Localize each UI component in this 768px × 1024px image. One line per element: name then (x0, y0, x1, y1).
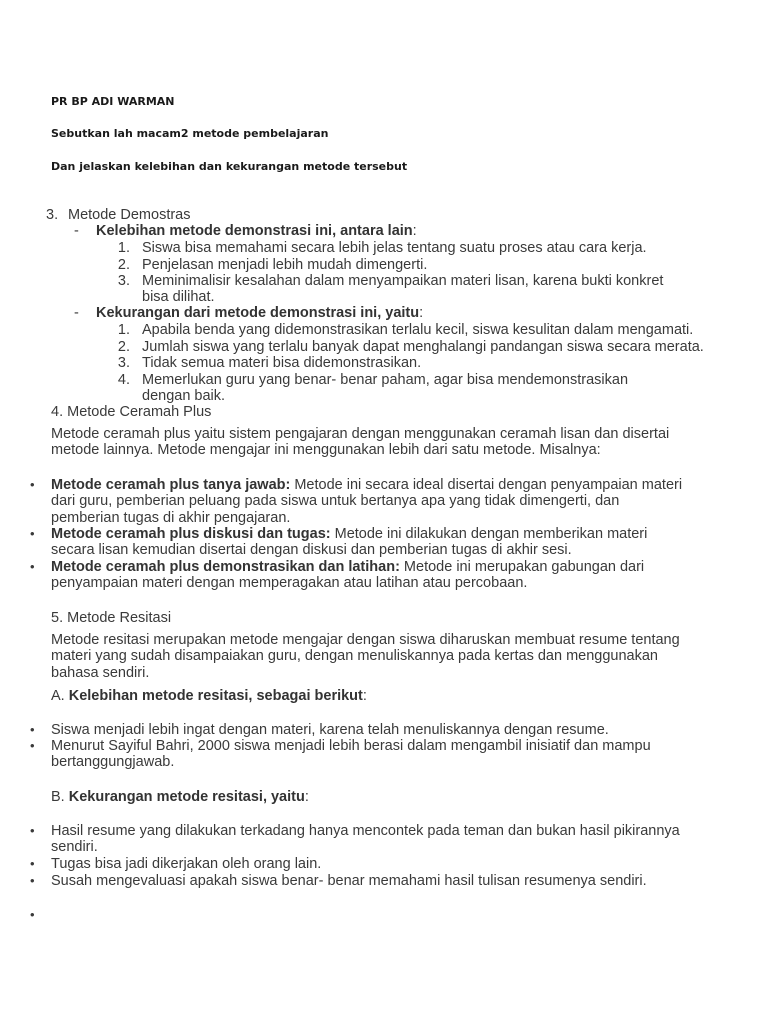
ceramah-bullet-3-bold: Metode ceramah plus demonstrasikan dan latihan: (51, 559, 400, 575)
kekurangan-item-3: Tidak semua materi bisa didemonstrasikan. (142, 355, 422, 371)
bullet-marker: • (30, 873, 35, 888)
empty-bullet-marker: • (30, 907, 35, 922)
kekurangan-resitasi-item-2: Tugas bisa jadi dikerjakan oleh orang lain. (51, 856, 322, 872)
question-line-1: Sebutkan lah macam2 metode pembelajaran (51, 127, 329, 140)
ceramah-bullet-1-bold: Metode ceramah plus tanya jawab: (51, 477, 291, 493)
list-number: 1. (117, 240, 130, 256)
kelebihan-resitasi-item-2: Menurut Sayiful Bahri, 2000 siswa menjadi lebih berasi dalam mengambil inisiatif dan mampu bertanggungjawab. (51, 738, 651, 771)
kelebihan-resitasi-bold: Kelebihan metode resitasi, sebagai berikut (68, 688, 363, 704)
kekurangan-demonstrasi-heading (96, 305, 423, 321)
ceramah-bullet-1-text: Metode ini secara ideal disertai dengan penyampaian materi dari guru, pemberian peluang pada siswa untuk bertanya apa yang tidak dimengerti, dan pemberian tugas di akhir pengajaran. (51, 477, 683, 526)
colon: : (419, 305, 424, 321)
colon: : (304, 789, 309, 805)
bullet-marker: • (30, 738, 35, 753)
ceramah-bullet-2-bold: Metode ceramah plus diskusi dan tugas: (51, 526, 331, 542)
kelebihan-item-3: Meminimalisir kesalahan dalam menyampaikan materi lisan, karena bukti konkret bisa dilihat. (142, 273, 664, 306)
question-line-2: Dan jelaskan kelebihan dan kekurangan metode tersebut (51, 160, 408, 173)
list-number: 1. (117, 322, 130, 338)
kelebihan-item-1: Siswa bisa memahami secara lebih jelas tentang suatu proses atau cara kerja. (142, 240, 647, 256)
colon: : (412, 223, 417, 239)
list-number: 4. (117, 372, 130, 388)
dash-marker: - (74, 223, 79, 239)
ceramah-bullet-2-text: Metode ini dilakukan dengan memberikan materi secara lisan kemudian disertai dengan diskusi dan pemberian tugas di akhir sesi. (51, 526, 648, 559)
subsection-prefix: A. (51, 688, 69, 704)
bullet-marker: • (30, 823, 35, 838)
bullet-marker: • (30, 559, 35, 574)
ceramah-bullet-3 (51, 559, 691, 592)
kelebihan-item-2: Penjelasan menjadi lebih mudah dimengerti. (142, 257, 428, 273)
kekurangan-item-4: Memerlukan guru yang benar- benar paham, agar bisa mendemonstrasikan dengan baik. (142, 372, 629, 405)
ceramah-bullet-3-text: Metode ini merupakan gabungan dari penyampaian materi dengan memperagakan atau latihan atau percobaan. (51, 559, 645, 592)
kekurangan-resitasi-bold: Kekurangan metode resitasi, yaitu (68, 789, 305, 805)
section-3-title: Metode Demostras (68, 207, 191, 223)
bullet-marker: • (30, 856, 35, 871)
list-number: 2. (117, 257, 130, 273)
kekurangan-item-2: Jumlah siswa yang terlalu banyak dapat menghalangi pandangan siswa secara merata. (142, 339, 704, 355)
bullet-marker: • (30, 526, 35, 541)
subsection-prefix: B. (51, 789, 69, 805)
kelebihan-resitasi-item-1: Siswa menjadi lebih ingat dengan materi, karena telah menuliskannya dengan resume. (51, 722, 609, 738)
doc-title: PR BP ADI WARMAN (51, 95, 175, 108)
list-number: 3. (117, 355, 130, 371)
section-3-number: 3. (46, 207, 59, 223)
bullet-marker: • (30, 722, 35, 737)
ceramah-bullet-1 (51, 477, 691, 526)
kekurangan-resitasi-item-3: Susah mengevaluasi apakah siswa benar- benar memahami hasil tulisan resumenya sendiri. (51, 873, 647, 889)
list-number: 2. (117, 339, 130, 355)
bullet-marker: • (30, 477, 35, 492)
kekurangan-resitasi-item-1: Hasil resume yang dilakukan terkadang hanya mencontek pada teman dan bukan hasil pikirannya sendiri. (51, 823, 680, 856)
section-4-title: 4. Metode Ceramah Plus (51, 404, 212, 420)
section-4-intro: Metode ceramah plus yaitu sistem pengajaran dengan menggunakan ceramah lisan dan disertai metode lainnya. Metode mengajar ini menggunakan lebih dari satu metode. Misalnya: (51, 426, 670, 459)
section-5-intro: Metode resitasi merupakan metode mengajar dengan siswa diharuskan membuat resume tentang materi yang sudah disampaiakan guru, dengan menuliskannya pada kertas dan menggunakan bahasa sendiri. (51, 632, 680, 681)
kekurangan-demonstrasi-bold: Kekurangan dari metode demonstrasi ini, yaitu (96, 305, 420, 321)
dash-marker: - (74, 305, 79, 321)
colon: : (362, 688, 367, 704)
kekurangan-resitasi-heading (51, 789, 309, 805)
kekurangan-item-1: Apabila benda yang didemonstrasikan terlalu kecil, siswa kesulitan dalam mengamati. (142, 322, 694, 338)
kelebihan-resitasi-heading (51, 688, 367, 704)
kelebihan-demonstrasi-bold: Kelebihan metode demonstrasi ini, antara lain (96, 223, 413, 239)
kelebihan-demonstrasi-heading (96, 223, 417, 239)
list-number: 3. (117, 273, 130, 289)
section-5-title: 5. Metode Resitasi (51, 610, 172, 626)
ceramah-bullet-2 (51, 526, 691, 559)
